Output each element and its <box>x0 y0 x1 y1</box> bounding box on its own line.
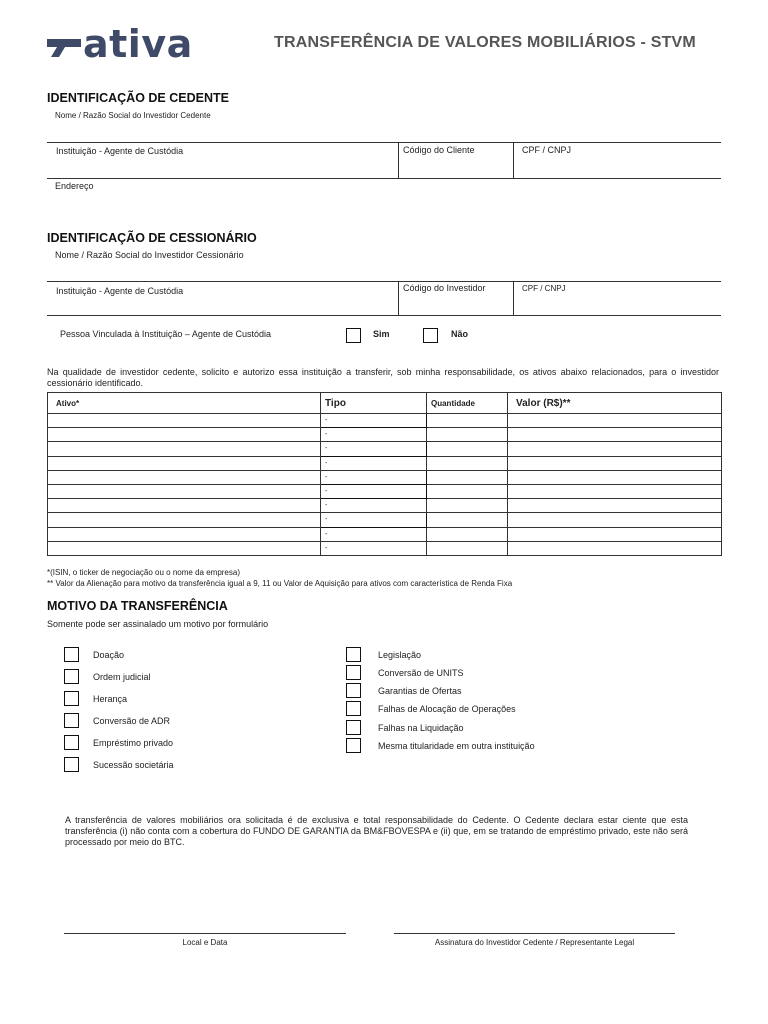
cessionario-cpf-label: CPF / CNPJ <box>522 284 566 293</box>
ativo-cell[interactable] <box>48 442 321 456</box>
motivo-label-falhas-alocacao: Falhas de Alocação de Operações <box>378 704 516 714</box>
motivo-checkbox-doacao[interactable] <box>64 647 79 662</box>
table-row <box>48 541 722 555</box>
quantidade-cell[interactable] <box>427 414 508 428</box>
table-row <box>48 484 722 498</box>
motivo-checkbox-mesma-titularidade[interactable] <box>346 738 361 753</box>
assinatura-line <box>394 933 675 934</box>
motivo-checkbox-falhas-alocacao[interactable] <box>346 701 361 716</box>
cessionario-section-title: IDENTIFICAÇÃO DE CESSIONÁRIO <box>47 231 257 245</box>
ativo-cell[interactable] <box>48 499 321 513</box>
cessionario-instituicao-label: Instituição - Agente de Custódia <box>56 286 184 296</box>
cedente-endereco-field[interactable] <box>47 193 721 213</box>
motivo-label-mesma-titularidade: Mesma titularidade em outra instituição <box>378 741 535 751</box>
cedente-cpf-field[interactable] <box>514 158 720 177</box>
local-data-line <box>64 933 346 934</box>
tipo-cell[interactable]: - <box>321 442 427 456</box>
ativo-cell[interactable] <box>48 513 321 527</box>
pessoa-vinculada-nao-label: Não <box>451 329 469 339</box>
ativo-cell[interactable] <box>48 527 321 541</box>
motivo-label-emprestimo-privado: Empréstimo privado <box>93 738 174 748</box>
motivo-label-heranca: Herança <box>93 694 128 704</box>
logo <box>47 22 197 66</box>
cessionario-codigo-field[interactable] <box>399 298 512 314</box>
cessionario-nome-label: Nome / Razão Social do Investidor Cessionário <box>55 250 244 260</box>
tipo-cell[interactable]: - <box>321 499 427 513</box>
table-row <box>48 499 722 513</box>
ativos-header-quantidade: Quantidade <box>427 393 508 414</box>
ativos-header-valor: Valor (R$)** <box>508 393 722 414</box>
ativos-table-header-row <box>48 393 722 414</box>
quantidade-cell[interactable] <box>427 499 508 513</box>
table-row <box>48 527 722 541</box>
motivo-checkbox-conversao-units[interactable] <box>346 665 361 680</box>
tipo-cell[interactable]: - <box>321 470 427 484</box>
motivo-checkbox-sucessao-societaria[interactable] <box>64 757 79 772</box>
motivo-checkbox-legislacao[interactable] <box>346 647 361 662</box>
motivo-checkbox-heranca[interactable] <box>64 691 79 706</box>
cedente-nome-label: Nome / Razão Social do Investidor Cedente <box>55 111 211 120</box>
cessionario-divider-top <box>47 281 721 282</box>
valor-cell[interactable] <box>508 513 722 527</box>
cessionario-instituicao-field[interactable] <box>47 298 397 314</box>
ativo-cell[interactable] <box>48 470 321 484</box>
cedente-codigo-label: Código do Cliente <box>403 145 475 155</box>
motivo-subtitle: Somente pode ser assinalado um motivo por formulário <box>47 619 269 629</box>
cedente-divider-top <box>47 142 721 143</box>
motivo-label-doacao: Doação <box>93 650 125 660</box>
motivo-checkbox-conversao-adr[interactable] <box>64 713 79 728</box>
ativo-cell[interactable] <box>48 428 321 442</box>
valor-cell[interactable] <box>508 442 722 456</box>
motivo-label-conversao-units: Conversão de UNITS <box>378 668 464 678</box>
valor-cell[interactable] <box>508 414 722 428</box>
cessionario-cpf-field[interactable] <box>514 298 720 314</box>
table-row <box>48 456 722 470</box>
quantidade-cell[interactable] <box>427 541 508 555</box>
page-title: TRANSFERÊNCIA DE VALORES MOBILIÁRIOS - STVM <box>274 34 696 51</box>
valor-cell[interactable] <box>508 428 722 442</box>
footnote-valor: ** Valor da Alienação para motivo da transferência igual a 9, 11 ou Valor de Aquisição para ativos com característica de Renda Fixa <box>47 579 513 588</box>
cessionario-nome-field[interactable] <box>47 262 721 281</box>
cessionario-codigo-label: Código do Investidor <box>403 283 486 293</box>
pessoa-vinculada-label: Pessoa Vinculada à Instituição – Agente de Custódia <box>60 329 271 339</box>
motivo-label-garantias-ofertas: Garantias de Ofertas <box>378 686 462 696</box>
local-data-label: Local e Data <box>182 938 228 947</box>
cedente-divider-bottom <box>47 178 721 179</box>
ativo-cell[interactable] <box>48 414 321 428</box>
quantidade-cell[interactable] <box>427 527 508 541</box>
valor-cell[interactable] <box>508 499 722 513</box>
pessoa-vinculada-sim-checkbox[interactable] <box>346 328 361 343</box>
valor-cell[interactable] <box>508 527 722 541</box>
cedente-instituicao-label: Instituição - Agente de Custódia <box>56 146 184 156</box>
motivo-checkbox-ordem-judicial[interactable] <box>64 669 79 684</box>
pessoa-vinculada-nao-checkbox[interactable] <box>423 328 438 343</box>
tipo-cell[interactable]: - <box>321 513 427 527</box>
cedente-cpf-label: CPF / CNPJ <box>522 145 572 155</box>
table-row <box>48 470 722 484</box>
table-row <box>48 414 722 428</box>
quantidade-cell[interactable] <box>427 428 508 442</box>
valor-cell[interactable] <box>508 484 722 498</box>
quantidade-cell[interactable] <box>427 470 508 484</box>
tipo-cell[interactable]: - <box>321 484 427 498</box>
assinatura-label: Assinatura do Investidor Cedente / Representante Legal <box>434 938 635 947</box>
ativos-header-tipo: Tipo <box>321 393 427 414</box>
table-row <box>48 442 722 456</box>
motivo-label-ordem-judicial: Ordem judicial <box>93 672 151 682</box>
valor-cell[interactable] <box>508 470 722 484</box>
cedente-section-title: IDENTIFICAÇÃO DE CEDENTE <box>47 91 229 105</box>
quantidade-cell[interactable] <box>427 456 508 470</box>
disclaimer-text: A transferência de valores mobiliários ora solicitada é de exclusiva e total responsabilidade do Cedente. O Cedente declara estar ciente que esta transferência (i) não conta com a cobertura do FUNDO DE GARANTIA da BM&FBOVESPA e (ii) que, em se tratando de empréstimo privado, este não será processado por meio do BTC. <box>65 815 688 847</box>
authorization-text: Na qualidade de investidor cedente, solicito e autorizo essa instituição a transferir, sob minha responsabilidade, os ativos abaixo relacionados, para o investidor cessionário identificado. <box>47 367 719 388</box>
table-row <box>48 428 722 442</box>
quantidade-cell[interactable] <box>427 513 508 527</box>
ativo-cell[interactable] <box>48 541 321 555</box>
motivo-label-sucessao-societaria: Sucessão societária <box>93 760 174 770</box>
quantidade-cell[interactable] <box>427 484 508 498</box>
tipo-cell[interactable]: - <box>321 456 427 470</box>
cedente-endereco-label: Endereço <box>55 181 94 191</box>
motivo-checkbox-emprestimo-privado[interactable] <box>64 735 79 750</box>
logo-text: ativa <box>83 22 193 66</box>
ativos-table <box>47 392 722 556</box>
motivo-label-conversao-adr: Conversão de ADR <box>93 716 171 726</box>
valor-cell[interactable] <box>508 456 722 470</box>
cedente-nome-field[interactable] <box>47 122 721 142</box>
motivo-label-legislacao: Legislação <box>378 650 422 660</box>
tipo-cell[interactable]: - <box>321 541 427 555</box>
pessoa-vinculada-sim-label: Sim <box>373 329 390 339</box>
tipo-cell[interactable]: - <box>321 428 427 442</box>
cedente-instituicao-field[interactable] <box>47 158 397 177</box>
ativo-cell[interactable] <box>48 484 321 498</box>
cessionario-divider-bottom <box>47 315 721 316</box>
motivo-label-falhas-liquidacao: Falhas na Liquidação <box>378 723 464 733</box>
logo-mark-icon <box>47 37 81 59</box>
ativo-cell[interactable] <box>48 456 321 470</box>
cedente-codigo-field[interactable] <box>399 158 512 177</box>
quantidade-cell[interactable] <box>427 442 508 456</box>
motivo-checkbox-falhas-liquidacao[interactable] <box>346 720 361 735</box>
table-row <box>48 513 722 527</box>
valor-cell[interactable] <box>508 541 722 555</box>
motivo-section-title: MOTIVO DA TRANSFERÊNCIA <box>47 599 228 613</box>
footnote-ativo: *(ISIN, o ticker de negociação ou o nome da empresa) <box>47 568 240 577</box>
motivo-checkbox-garantias-ofertas[interactable] <box>346 683 361 698</box>
ativos-header-ativo: Ativo* <box>48 393 321 414</box>
tipo-cell[interactable]: - <box>321 527 427 541</box>
tipo-cell[interactable]: - <box>321 414 427 428</box>
